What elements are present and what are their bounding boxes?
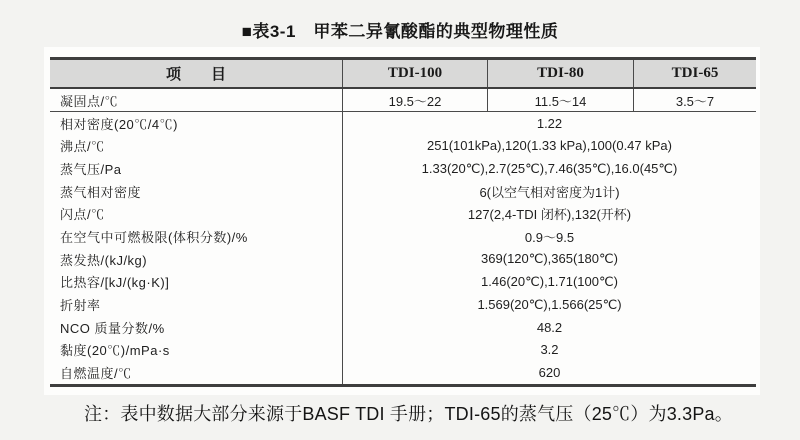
table-footnote: 注：表中数据大部分来源于BASF TDI 手册；TDI-65的蒸气压（25℃）为3.3Pa。 <box>84 404 733 424</box>
row-label: 闪点/℃ <box>60 207 105 223</box>
row-value: 3.2 <box>342 339 756 362</box>
row-label: 蒸气压/Pa <box>60 162 122 178</box>
row-label: 自燃温度/℃ <box>60 366 132 382</box>
row-value: 1.569(20℃),1.566(25℃) <box>342 293 756 316</box>
row-value: 127(2,4-TDI 闭杯),132(开杯) <box>342 203 756 226</box>
row-label: 比热容/[kJ/(kg·K)] <box>60 275 170 291</box>
row-label: 相对密度(20℃/4℃) <box>60 116 178 132</box>
table-row-flammability-limit <box>50 225 756 248</box>
table-caption: ■表3-1 甲苯二异氰酸酯的典型物理性质 <box>241 22 559 41</box>
row-label: 黏度(20℃)/mPa·s <box>60 343 170 359</box>
table-header-row <box>50 57 756 89</box>
table-row-viscosity <box>50 339 756 362</box>
row-value: 369(120℃),365(180℃) <box>342 248 756 271</box>
table-row-specific-heat <box>50 271 756 294</box>
row-label: 在空气中可燃极限(体积分数)/% <box>60 230 248 246</box>
row-value: 1.22 <box>342 112 756 135</box>
row-value: 1.46(20℃),1.71(100℃) <box>342 271 756 294</box>
row-label: 蒸发热/(kJ/kg) <box>60 252 148 268</box>
header-cell-tdi-100: TDI-100 <box>342 60 487 87</box>
header-cell-tdi-65: TDI-65 <box>633 60 756 87</box>
row-value: 1.33(20℃),2.7(25℃),7.46(35℃),16.0(45℃) <box>342 157 756 180</box>
table-row-refractive-index <box>50 293 756 316</box>
row-value: 0.9～9.5 <box>342 225 756 248</box>
row-value: 251(101kPa),120(1.33 kPa),100(0.47 kPa) <box>342 135 756 158</box>
row-label: 凝固点/℃ <box>60 93 119 109</box>
row-value: 48.2 <box>342 316 756 339</box>
header-cell-tdi-80: TDI-80 <box>487 60 633 87</box>
table-row-boiling-point <box>50 135 756 158</box>
table-row-nco-mass-fraction <box>50 316 756 339</box>
header-cell-item: 项 目 <box>165 67 226 83</box>
row-label: 蒸气相对密度 <box>60 184 142 200</box>
tdi-properties-table <box>50 57 756 387</box>
row-label: 沸点/℃ <box>60 139 105 155</box>
row-label: NCO 质量分数/% <box>60 320 165 336</box>
row-value-tdi-80: 11.5～14 <box>487 89 633 111</box>
row-value: 6(以空气相对密度为1计) <box>342 180 756 203</box>
table-body <box>50 112 756 387</box>
table-row-vapor-pressure <box>50 157 756 180</box>
table-row-heat-of-vaporization <box>50 248 756 271</box>
table-row-autoignition-temperature <box>50 361 756 384</box>
row-value-tdi-100: 19.5～22 <box>342 89 487 111</box>
table-row-relative-density <box>50 112 756 135</box>
row-value-tdi-65: 3.5～7 <box>633 89 756 111</box>
row-value: 620 <box>342 361 756 384</box>
table-row-flash-point <box>50 203 756 226</box>
row-label: 折射率 <box>60 298 101 314</box>
table-row-freezing-point <box>50 89 756 112</box>
table-row-vapor-relative-density <box>50 180 756 203</box>
